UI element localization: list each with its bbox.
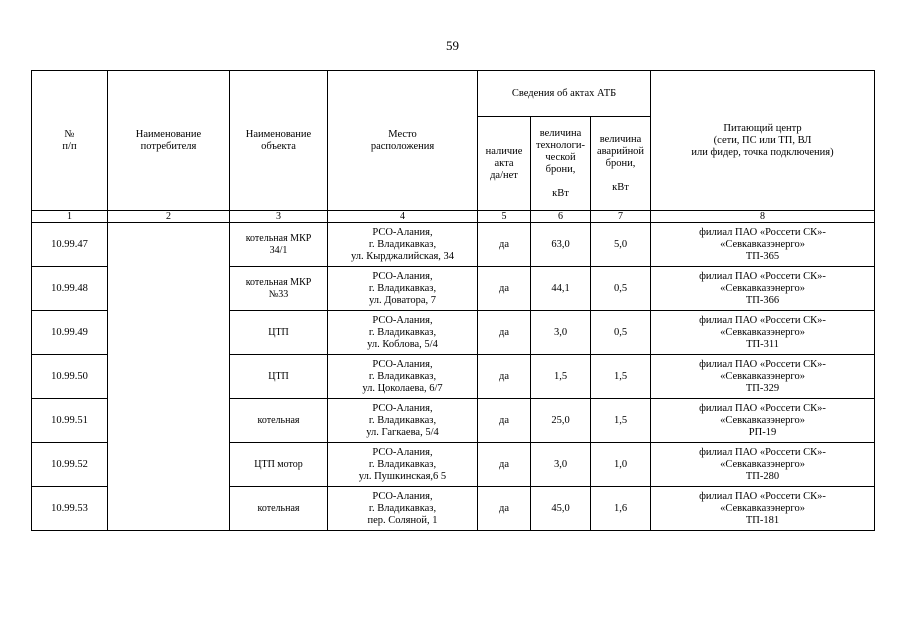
header-number: № п/п: [32, 71, 108, 211]
power-center: филиал ПАО «Россети СК»- «Севкавказэнерго» ТП-366: [651, 267, 875, 311]
column-numbers-row: [32, 211, 875, 223]
act-presence: да: [478, 223, 531, 267]
location: РСО-Алания, г. Владикавказ, ул. Коблова, 5/4: [328, 311, 478, 355]
header-location: Место расположения: [328, 71, 478, 211]
act-presence: да: [478, 267, 531, 311]
location: РСО-Алания, г. Владикавказ, ул. Цоколаева, 6/7: [328, 355, 478, 399]
location: РСО-Алания, г. Владикавказ, пер. Соляной, 1: [328, 487, 478, 531]
object-name: котельная: [230, 487, 328, 531]
header-power-center: Питающий центр (сети, ПС или ТП, ВЛ или фидер, точка подключения): [651, 71, 875, 211]
header-atb-group: Сведения об актах АТБ: [478, 71, 651, 117]
header-tech-reserve: величина технологи- ческой брони, кВт: [531, 117, 591, 211]
column-number: 4: [328, 211, 478, 223]
column-number: 1: [32, 211, 108, 223]
tech-reserve: 25,0: [531, 399, 591, 443]
column-number: 2: [108, 211, 230, 223]
header-act-presence: наличие акта да/нет: [478, 117, 531, 211]
row-number: 10.99.47: [32, 223, 108, 267]
tech-reserve: 45,0: [531, 487, 591, 531]
header-object: Наименование объекта: [230, 71, 328, 211]
power-center: филиал ПАО «Россети СК»- «Севкавказэнерго» ТП-329: [651, 355, 875, 399]
column-number: 7: [591, 211, 651, 223]
header-emergency-reserve: величина аварийной брони, кВт: [591, 117, 651, 211]
row-number: 10.99.52: [32, 443, 108, 487]
row-number: 10.99.49: [32, 311, 108, 355]
emergency-reserve: 1,0: [591, 443, 651, 487]
emergency-reserve: 1,5: [591, 355, 651, 399]
row-number: 10.99.51: [32, 399, 108, 443]
atb-table: [31, 70, 875, 531]
tech-reserve: 3,0: [531, 443, 591, 487]
tech-reserve: 1,5: [531, 355, 591, 399]
emergency-reserve: 1,6: [591, 487, 651, 531]
column-number: 8: [651, 211, 875, 223]
table-row: [32, 223, 875, 267]
location: РСО-Алания, г. Владикавказ, ул. Пушкинская,6 5: [328, 443, 478, 487]
consumer-cell: [108, 223, 230, 531]
column-number: 3: [230, 211, 328, 223]
location: РСО-Алания, г. Владикавказ, ул. Доватора, 7: [328, 267, 478, 311]
object-name: ЦТП: [230, 311, 328, 355]
tech-reserve: 3,0: [531, 311, 591, 355]
tech-reserve: 63,0: [531, 223, 591, 267]
power-center: филиал ПАО «Россети СК»- «Севкавказэнерго» ТП-365: [651, 223, 875, 267]
object-name: ЦТП: [230, 355, 328, 399]
power-center: филиал ПАО «Россети СК»- «Севкавказэнерго» ТП-280: [651, 443, 875, 487]
act-presence: да: [478, 399, 531, 443]
column-number: 6: [531, 211, 591, 223]
act-presence: да: [478, 443, 531, 487]
column-number: 5: [478, 211, 531, 223]
location: РСО-Алания, г. Владикавказ, ул. Кырджалийская, 34: [328, 223, 478, 267]
object-name: котельная: [230, 399, 328, 443]
header-consumer: Наименование потребителя: [108, 71, 230, 211]
row-number: 10.99.48: [32, 267, 108, 311]
object-name: котельная МКР №33: [230, 267, 328, 311]
emergency-reserve: 0,5: [591, 267, 651, 311]
act-presence: да: [478, 311, 531, 355]
object-name: котельная МКР 34/1: [230, 223, 328, 267]
location: РСО-Алания, г. Владикавказ, ул. Гагкаева, 5/4: [328, 399, 478, 443]
object-name: ЦТП мотор: [230, 443, 328, 487]
emergency-reserve: 5,0: [591, 223, 651, 267]
power-center: филиал ПАО «Россети СК»- «Севкавказэнерго» РП-19: [651, 399, 875, 443]
emergency-reserve: 1,5: [591, 399, 651, 443]
power-center: филиал ПАО «Россети СК»- «Севкавказэнерго» ТП-181: [651, 487, 875, 531]
row-number: 10.99.50: [32, 355, 108, 399]
row-number: 10.99.53: [32, 487, 108, 531]
power-center: филиал ПАО «Россети СК»- «Севкавказэнерго» ТП-311: [651, 311, 875, 355]
page-number: 59: [446, 38, 459, 53]
tech-reserve: 44,1: [531, 267, 591, 311]
act-presence: да: [478, 355, 531, 399]
emergency-reserve: 0,5: [591, 311, 651, 355]
act-presence: да: [478, 487, 531, 531]
